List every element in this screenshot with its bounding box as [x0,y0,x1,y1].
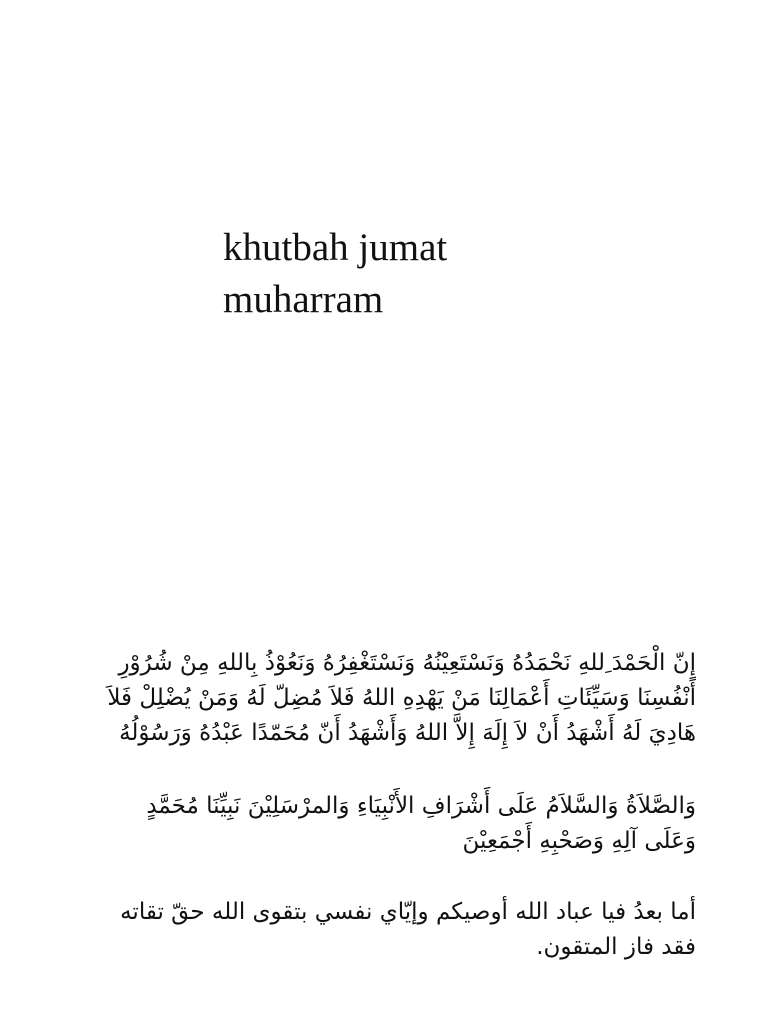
salawat-paragraph [56,789,696,859]
paragraph-line: أما بعدُ فيا عباد الله أوصيكم وإيّاي نفسي بتقوى الله حقّ تقاته [120,899,696,925]
document-title [223,222,643,326]
paragraph-line: أَنْفُسِنَا وَسَيِّئَاتِ أَعْمَالِنَا مَنْ يَهْدِهِ اللهُ فَلاَ مُضِلّ لَهُ وَمَنْ يُضْلِلْ فَلاَ [107,685,696,711]
paragraph-line: إِنّ الْحَمْدَ ِللهِ نَحْمَدُهُ وَنَسْتَعِيْنُهُ وَنَسْتَغْفِرُهُ وَنَعُوْذُ بِاللهِ مِنْ شُرُوْرِ [118,650,696,676]
paragraph-line: فقد فاز المتقون. [536,934,696,960]
title-line-2: muharram [223,278,384,321]
paragraph-line: وَالصَّلاَةُ وَالسَّلاَمُ عَلَى أَشْرَافِ الأَنْبِيَاءِ وَالمرْسَلِيْنَ نَبِيِّنَا مُحَمَّدٍ [146,793,696,819]
title-line-1: khutbah jumat [223,226,448,269]
opening-praise-paragraph [56,646,696,751]
paragraph-line: هَادِيَ لَهُ أَشْهَدُ أَنْ لاَ إِلَهَ إِلاَّ اللهُ وَأَشْهَدُ أَنّ مُحَمّدًا عَبْدُهُ وَرَسُوْلُهُ [119,720,696,746]
amma-badu-paragraph [56,895,696,965]
paragraph-line: وَعَلَى آلِهِ وَصَحْبِهِ أَجْمَعِيْنَ [462,828,696,854]
